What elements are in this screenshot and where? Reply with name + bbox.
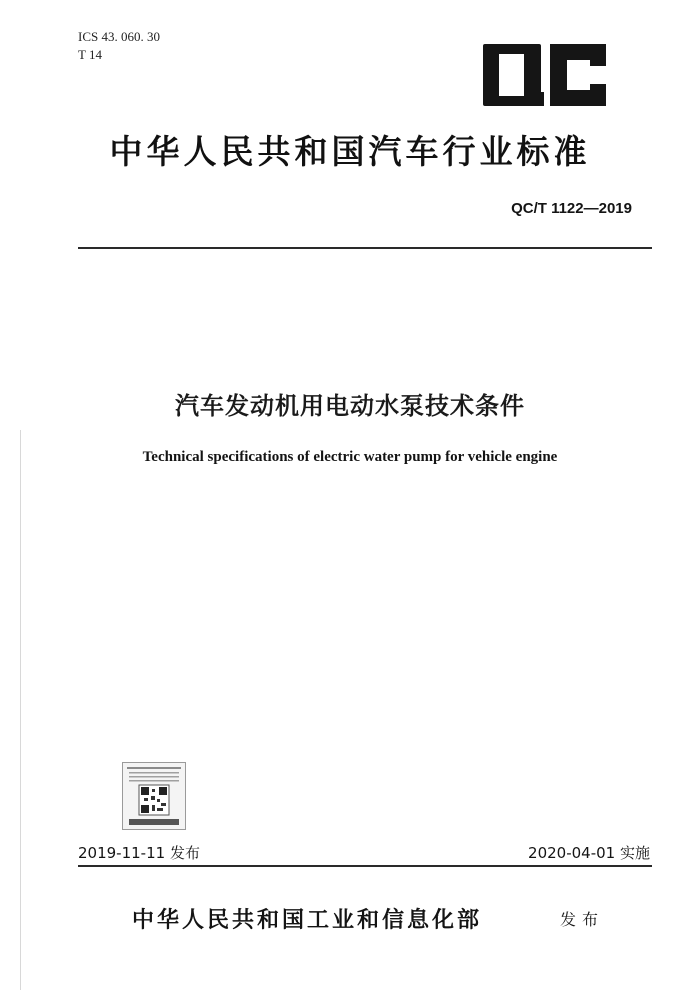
standard-type-title: 中华人民共和国汽车行业标准 [109,132,591,171]
standard-number: QC/T 1122—2019 [511,200,632,217]
header-divider [78,247,652,249]
page-edge-line [20,430,21,990]
footer-divider [78,865,652,867]
publisher-name: 中华人民共和国工业和信息化部 [132,907,483,933]
issue-date: 2019-11-11 发布 [78,844,200,862]
anti-counterfeit-qr-label [122,762,186,830]
category-code: T 14 [78,47,102,62]
document-title-chinese: 汽车发动机用电动水泵技术条件 [175,392,525,420]
qr-code-icon [123,763,185,829]
qc-logo [480,40,610,110]
document-title-english: Technical specifications of electric water pump for vehicle engine [142,449,558,465]
publish-label: 发布 [560,910,605,929]
implementation-date: 2020-04-01 实施 [528,844,650,862]
ics-code: ICS 43. 060. 30 [78,29,160,44]
classification-codes [78,28,160,64]
